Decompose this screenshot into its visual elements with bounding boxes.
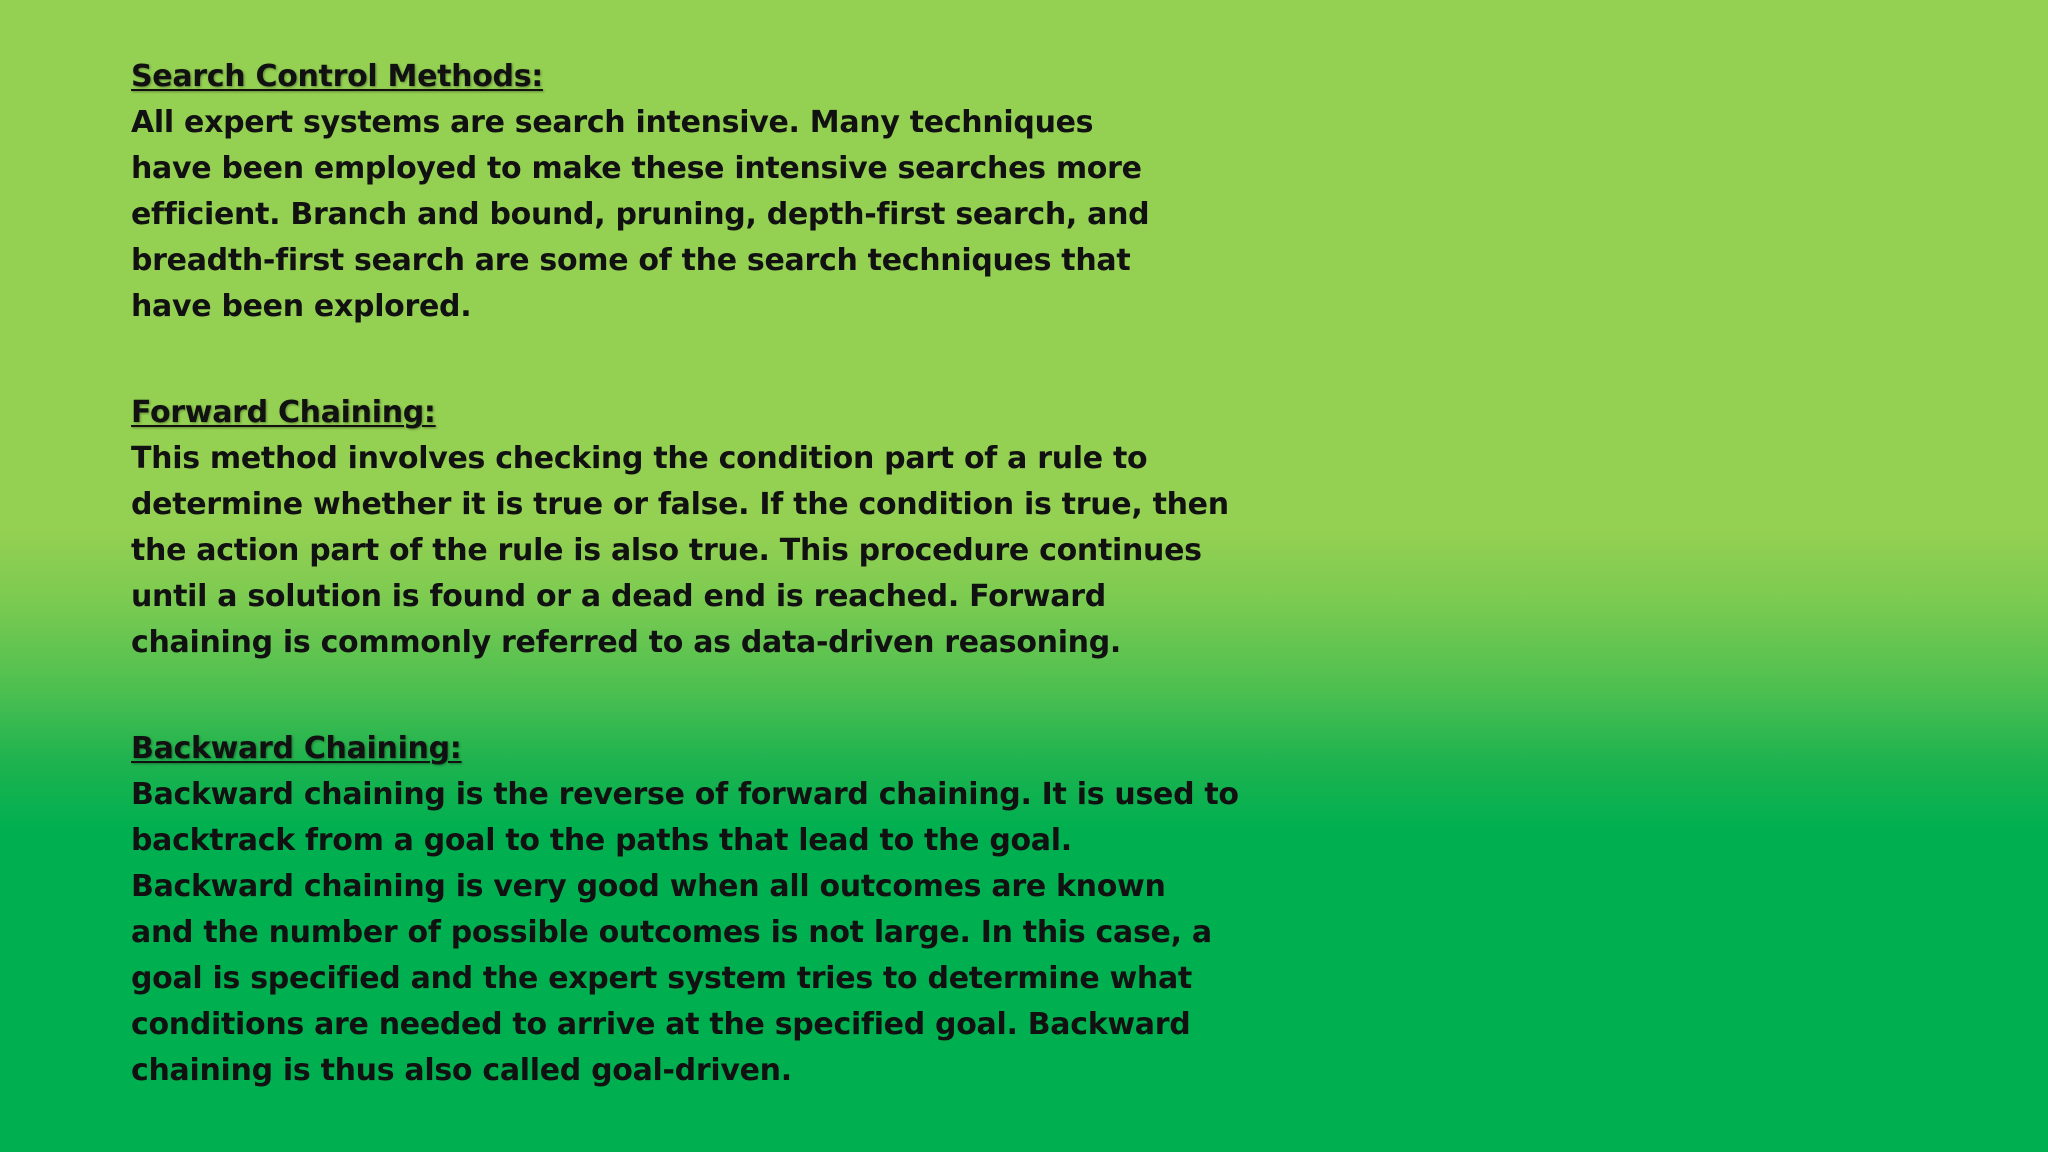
paragraph-line: All expert systems are search intensive. Many techniques — [131, 105, 1094, 140]
paragraph-line: goal is specified and the expert system tries to determine what — [131, 961, 1192, 996]
slide-content — [131, 54, 1239, 1154]
section-heading: Search Control Methods: — [131, 59, 543, 94]
paragraph-line: have been explored. — [131, 289, 472, 324]
paragraph-line: backtrack from a goal to the paths that lead to the goal. — [131, 823, 1072, 858]
paragraph-line: breadth-first search are some of the search techniques that — [131, 243, 1131, 278]
section-forward-chaining — [131, 390, 1231, 666]
paragraph-line: conditions are needed to arrive at the specified goal. Backward — [131, 1007, 1191, 1042]
section-search-control-methods — [131, 54, 1231, 330]
section-backward-chaining — [131, 726, 1239, 1094]
paragraph-line: chaining is commonly referred to as data-driven reasoning. — [131, 625, 1122, 660]
paragraph-line: Backward chaining is very good when all outcomes are known — [131, 869, 1166, 904]
paragraph-line: This method involves checking the condition part of a rule to — [131, 441, 1148, 476]
paragraph-line: and the number of possible outcomes is not large. In this case, a — [131, 915, 1212, 950]
paragraph-line: chaining is thus also called goal-driven. — [131, 1053, 792, 1088]
paragraph-line: Backward chaining is the reverse of forward chaining. It is used to — [131, 777, 1239, 812]
paragraph-line: have been employed to make these intensive searches more — [131, 151, 1142, 186]
paragraph-line: until a solution is found or a dead end is reached. Forward — [131, 579, 1106, 614]
section-heading: Backward Chaining: — [131, 731, 462, 766]
paragraph-line: efficient. Branch and bound, pruning, depth-first search, and — [131, 197, 1150, 232]
paragraph-line: the action part of the rule is also true. This procedure continues — [131, 533, 1202, 568]
paragraph-line: determine whether it is true or false. If the condition is true, then — [131, 487, 1229, 522]
section-heading: Forward Chaining: — [131, 395, 436, 430]
